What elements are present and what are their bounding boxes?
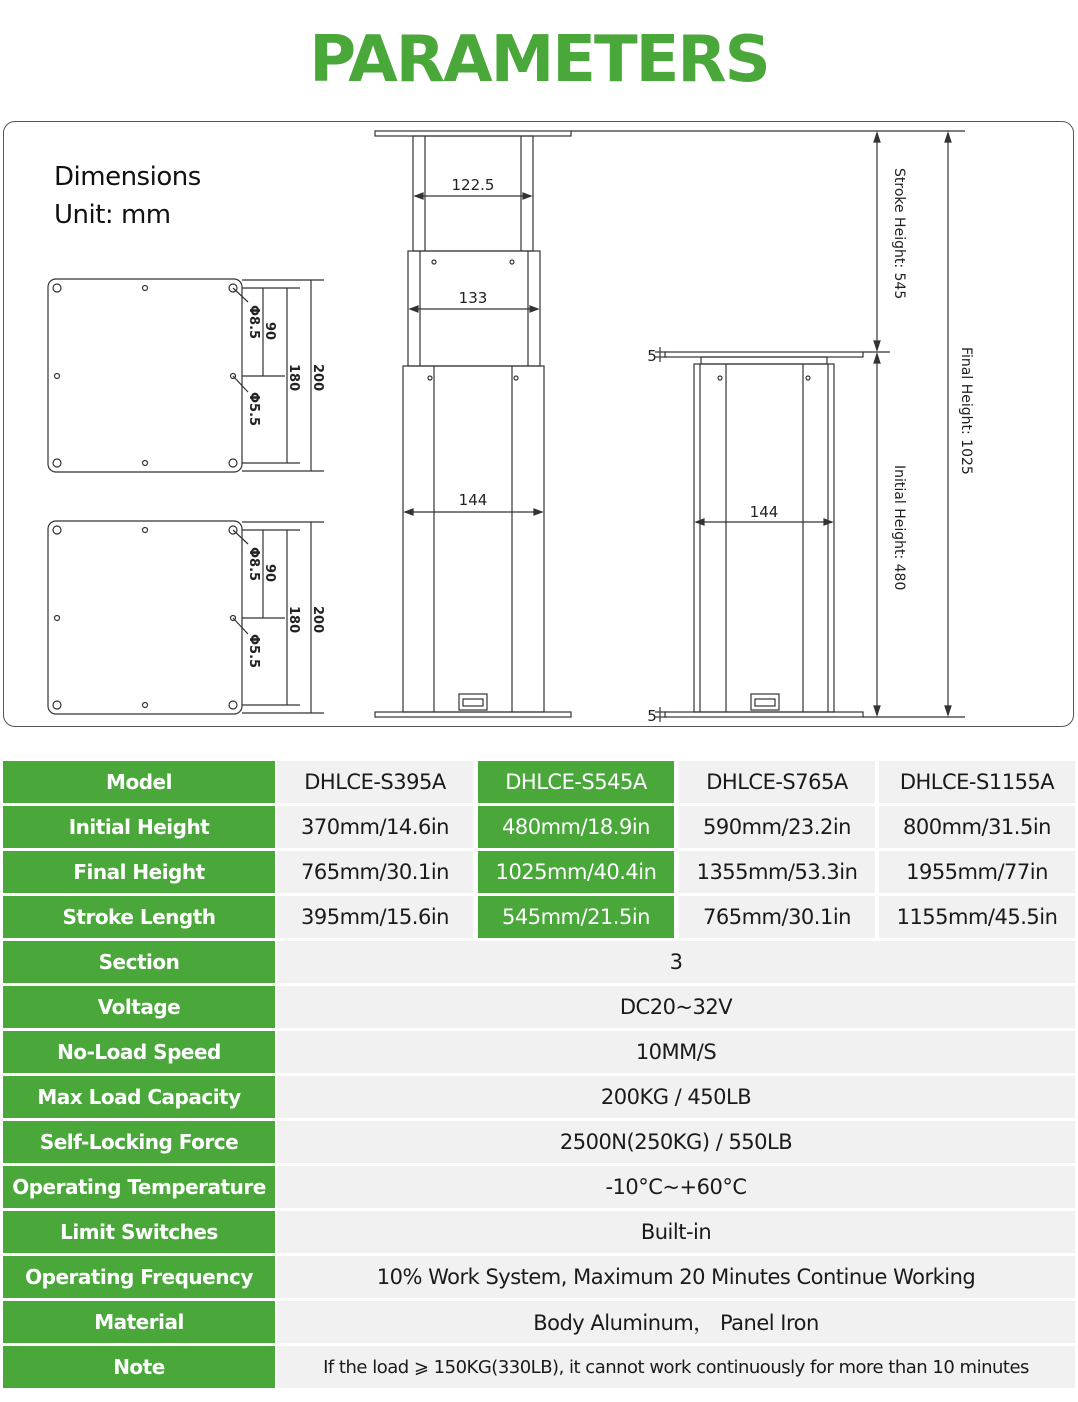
- value-cell: 10% Work System, Maximum 20 Minutes Continue Working: [277, 1256, 1075, 1298]
- row-header: Max Load Capacity: [3, 1076, 275, 1118]
- dimensions-unit: Unit: mm: [54, 200, 171, 230]
- final-height-label: Final Height: 1025: [958, 347, 974, 475]
- value-cell-highlighted: 1025mm/40.4in: [478, 851, 674, 893]
- plate2-dim-180: 180: [286, 606, 301, 634]
- value-cell: 10MM/S: [277, 1031, 1075, 1073]
- row-header: Model: [3, 761, 275, 803]
- table-row-section: [3, 941, 1075, 983]
- value-cell: If the load ⩾ 150KG(330LB), it cannot work continuously for more than 10 minutes: [277, 1346, 1075, 1388]
- row-header: Final Height: [3, 851, 275, 893]
- plate1-hole-small: Φ5.5: [246, 392, 261, 427]
- value-cell: 2500N(250KG) / 550LB: [277, 1121, 1075, 1163]
- row-header: Initial Height: [3, 806, 275, 848]
- page-title: PARAMETERS: [309, 23, 769, 97]
- value-cell: 765mm/30.1in: [277, 851, 473, 893]
- model-cell: DHLCE-S765A: [679, 761, 875, 803]
- row-header: Stroke Length: [3, 896, 275, 938]
- retracted-column-drawing: [571, 131, 974, 725]
- row-header: Self-Locking Force: [3, 1121, 275, 1163]
- value-cell-highlighted: 545mm/21.5in: [478, 896, 674, 938]
- value-cell: Body Aluminum， Panel Iron: [277, 1301, 1075, 1343]
- row-header: Material: [3, 1301, 275, 1343]
- value-cell-highlighted: 480mm/18.9in: [478, 806, 674, 848]
- row-header: Operating Temperature: [3, 1166, 275, 1208]
- row-header: Note: [3, 1346, 275, 1388]
- model-cell: DHLCE-S1155A: [879, 761, 1075, 803]
- table-row-model: [3, 761, 1075, 803]
- table-row-voltage: [3, 986, 1075, 1028]
- value-cell: 200KG / 450LB: [277, 1076, 1075, 1118]
- value-cell: 800mm/31.5in: [879, 806, 1075, 848]
- value-cell: 395mm/15.6in: [277, 896, 473, 938]
- dim-plate-bottom: 5: [647, 707, 657, 725]
- value-cell: -10°C~+60°C: [277, 1166, 1075, 1208]
- dim-base-width-extended: 144: [458, 491, 488, 509]
- table-row-no-load-speed: [3, 1031, 1075, 1073]
- row-header: Operating Frequency: [3, 1256, 275, 1298]
- dim-mid-width: 133: [458, 289, 488, 307]
- value-cell: 1155mm/45.5in: [879, 896, 1075, 938]
- table-row-final-height: [3, 851, 1075, 893]
- plate1-dim-180: 180: [286, 364, 301, 392]
- model-cell-highlighted: DHLCE-S545A: [478, 761, 674, 803]
- model-cell: DHLCE-S395A: [277, 761, 473, 803]
- value-cell: DC20~32V: [277, 986, 1075, 1028]
- mounting-plate-top: [48, 279, 325, 472]
- mounting-plate-bottom: [48, 521, 325, 714]
- dim-top-width: 122.5: [451, 176, 495, 194]
- value-cell: 1955mm/77in: [879, 851, 1075, 893]
- table-row-operating-temperature: [3, 1166, 1075, 1208]
- plate1-dim-200: 200: [310, 364, 325, 392]
- table-row-operating-frequency: [3, 1256, 1075, 1298]
- value-cell: Built-in: [277, 1211, 1075, 1253]
- plate2-hole-small: Φ5.5: [246, 634, 261, 669]
- extended-column-drawing: [375, 131, 571, 717]
- plate2-dim-90: 90: [262, 564, 277, 583]
- plate2-dim-200: 200: [310, 606, 325, 634]
- row-header: Voltage: [3, 986, 275, 1028]
- value-cell: 3: [277, 941, 1075, 983]
- table-row-self-locking: [3, 1121, 1075, 1163]
- table-row-initial-height: [3, 806, 1075, 848]
- row-header: Limit Switches: [3, 1211, 275, 1253]
- value-cell: 590mm/23.2in: [679, 806, 875, 848]
- table-row-note: [3, 1346, 1075, 1388]
- dim-base-width-retracted: 144: [749, 503, 779, 521]
- initial-height-label: Initial Height: 480: [891, 465, 907, 591]
- plate2-hole-large: Φ8.5: [246, 547, 261, 582]
- row-header: Section: [3, 941, 275, 983]
- stroke-height-label: Stroke Height: 545: [891, 168, 907, 300]
- value-cell: 370mm/14.6in: [277, 806, 473, 848]
- table-row-limit-switches: [3, 1211, 1075, 1253]
- row-header: No-Load Speed: [3, 1031, 275, 1073]
- value-cell: 765mm/30.1in: [679, 896, 875, 938]
- dim-plate-top: 5: [647, 347, 657, 365]
- value-cell: 1355mm/53.3in: [679, 851, 875, 893]
- plate1-hole-large: Φ8.5: [246, 305, 261, 340]
- table-row-material: [3, 1301, 1075, 1343]
- dimensions-title: Dimensions: [54, 162, 201, 192]
- table-row-stroke-length: [3, 896, 1075, 938]
- table-row-max-load: [3, 1076, 1075, 1118]
- plate1-dim-90: 90: [262, 322, 277, 341]
